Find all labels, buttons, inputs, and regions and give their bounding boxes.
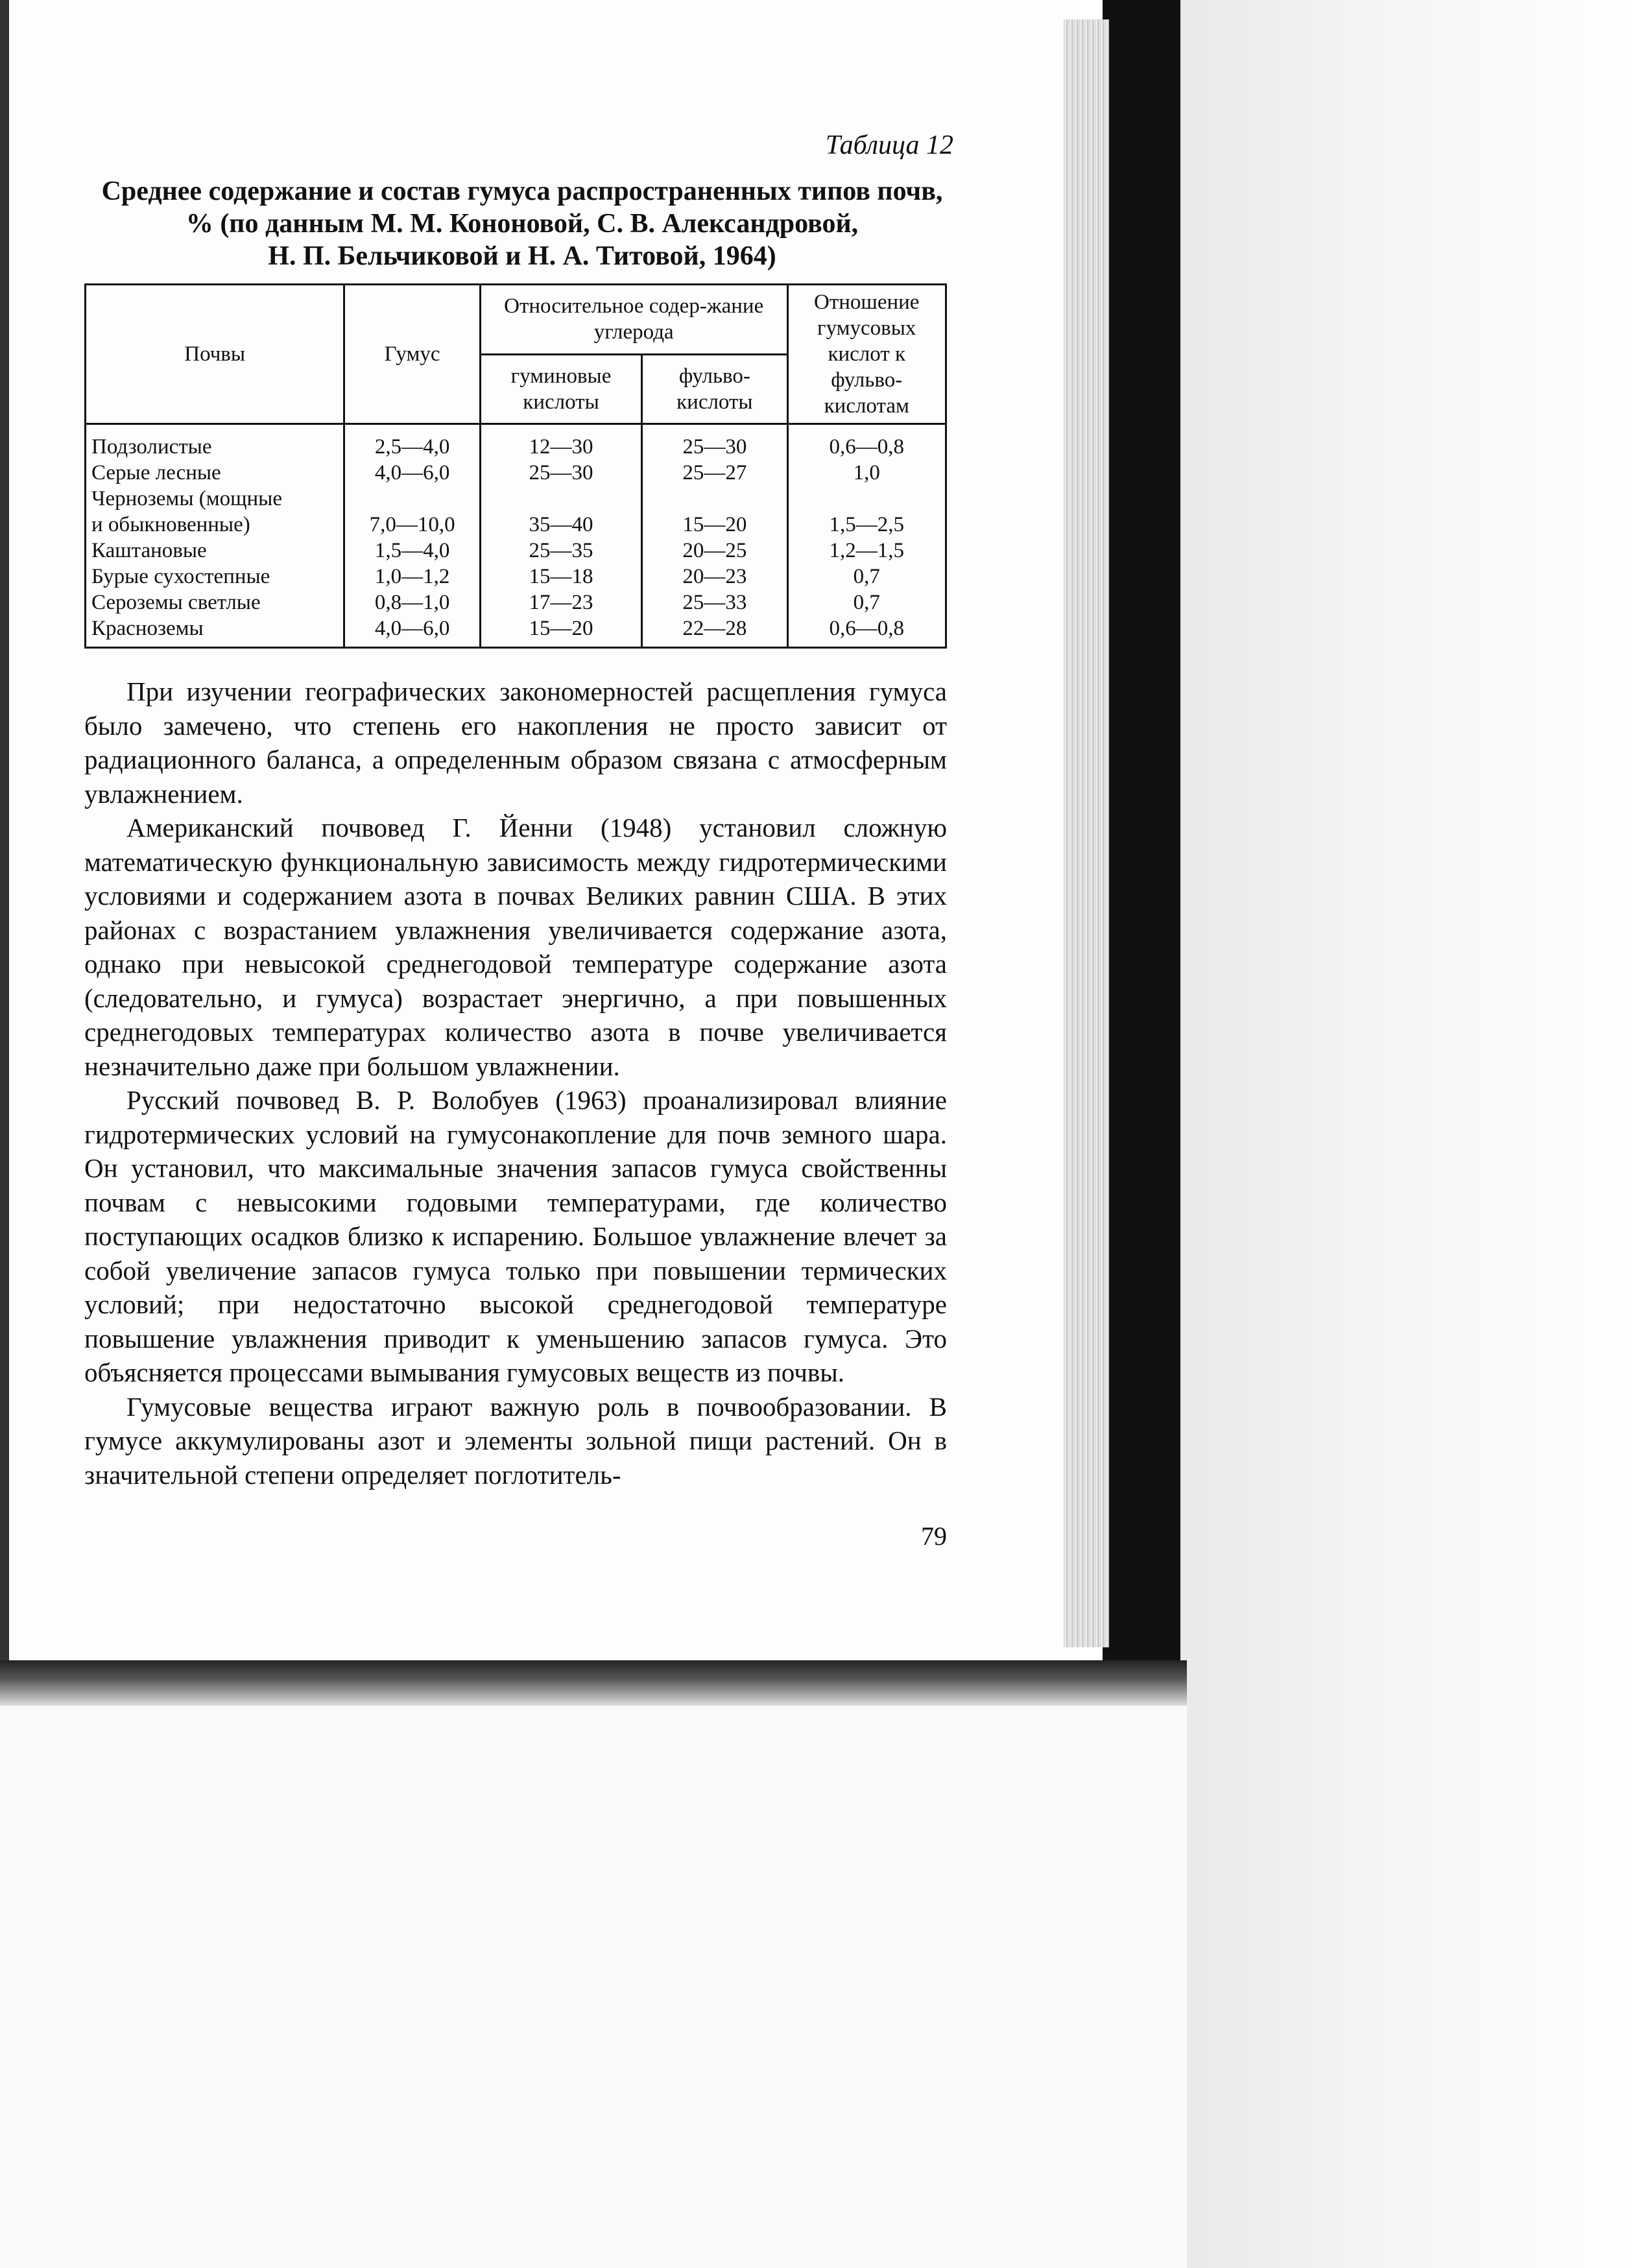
header-soils: Почвы (86, 285, 344, 424)
cell-fulvic: 20—23 (642, 564, 787, 590)
table-row (86, 564, 946, 590)
table-row (86, 424, 946, 460)
cell-humus: 1,5—4,0 (344, 538, 481, 564)
header-ratio: Отношение гумусовых кислот к фульво-кислотам (787, 285, 946, 424)
table-row (86, 538, 946, 564)
cell-humic (480, 486, 641, 512)
cell-soil: Каштановые (86, 538, 344, 564)
humus-table (84, 283, 947, 649)
page-edges (1064, 19, 1109, 1647)
cell-humic: 15—18 (480, 564, 641, 590)
cell-ratio: 0,6—0,8 (787, 424, 946, 460)
cell-humus (344, 486, 481, 512)
table-body (86, 424, 946, 648)
table-title-line: Среднее содержание и состав гумуса распространенных типов почв, (101, 176, 943, 206)
cell-humic: 25—35 (480, 538, 641, 564)
cell-humus: 7,0—10,0 (344, 512, 481, 538)
book-bottom-shadow (0, 1660, 1187, 1706)
book-cover-spine (1103, 0, 1180, 1686)
cell-fulvic: 20—25 (642, 538, 787, 564)
header-humus: Гумус (344, 285, 481, 424)
table-row (86, 615, 946, 648)
page-number: 79 (921, 1522, 947, 1551)
cell-soil: Подзолистые (86, 424, 344, 460)
cell-ratio: 0,6—0,8 (787, 615, 946, 648)
table-row (86, 486, 946, 512)
cell-soil: Сероземы светлые (86, 590, 344, 615)
paragraph: Русский почвовед В. Р. Волобуев (1963) проанализировал влияние гидротермических условий на гумусонакопление для почв земного шара. Он установил, что максимальные значения запасов гумуса свойственны почвам с невысокими годовыми температурами, где количество поступающих осадков близко к испарению. Большое увлажнение влечет за собой увеличение запасов гумуса только при повышении термических условий; при недостаточно высокой среднегодовой температуре повышение увлажнения приводит к уменьшению запасов гумуса. Это объясняется процессами вымывания гумусовых веществ из почвы. (84, 1085, 947, 1387)
cell-soil: и обыкновенные) (86, 512, 344, 538)
cell-humus: 0,8—1,0 (344, 590, 481, 615)
header-humic: гуминовые кислоты (480, 354, 641, 424)
paragraph: Гумусовые вещества играют важную роль в почвообразовании. В гумусе аккумулированы азот и элементы зольной пищи растений. Он в значительной степени определяет поглотитель- (84, 1391, 947, 1490)
body-text (84, 674, 947, 1492)
header-fulvic: фульво-кислоты (642, 354, 787, 424)
cell-fulvic: 22—28 (642, 615, 787, 648)
paragraph: Американский почвовед Г. Йенни (1948) установил сложную математическую функциональную зависимость между гидротермическими условиями и содержанием азота в почвах Великих равнин США. В этих районах с возрастанием увлажнения увеличивается содержание азота, однако при невысокой среднегодовой температуре содержание азота (следовательно, и гумуса) возрастает энергично, а при повышенных среднегодовых температурах количество азота в почве увеличивается незначительно даже при большом увлажнении. (84, 813, 947, 1081)
cell-humus: 2,5—4,0 (344, 424, 481, 460)
cell-soil: Бурые сухостепные (86, 564, 344, 590)
cell-humic: 25—30 (480, 460, 641, 486)
cell-humic: 35—40 (480, 512, 641, 538)
cell-humic: 15—20 (480, 615, 641, 648)
header-relative-carbon: Относительное содер-жание углерода (480, 285, 787, 355)
cell-humus: 4,0—6,0 (344, 615, 481, 648)
table-row (86, 590, 946, 615)
cell-ratio (787, 486, 946, 512)
scan-left-edge (0, 0, 9, 1667)
cell-ratio: 1,0 (787, 460, 946, 486)
cell-fulvic (642, 486, 787, 512)
cell-ratio: 1,5—2,5 (787, 512, 946, 538)
cell-ratio: 0,7 (787, 564, 946, 590)
cell-humic: 17—23 (480, 590, 641, 615)
cell-soil: Красноземы (86, 615, 344, 648)
paragraph: При изучении географических закономерностей расщепления гумуса было замечено, что степень его накопления не просто зависит от радиационного баланса, а определенным образом связана с атмосферным увлажнением. (84, 676, 947, 809)
cell-fulvic: 25—33 (642, 590, 787, 615)
cell-fulvic: 15—20 (642, 512, 787, 538)
cell-soil: Черноземы (мощные (86, 486, 344, 512)
table-row (86, 460, 946, 486)
cell-humus: 4,0—6,0 (344, 460, 481, 486)
table-title-line: Н. П. Бельчиковой и Н. А. Титовой, 1964) (268, 241, 776, 271)
cell-fulvic: 25—27 (642, 460, 787, 486)
cell-fulvic: 25—30 (642, 424, 787, 460)
table-title-line: % (по данным М. М. Кононовой, С. В. Александровой, (185, 209, 859, 239)
cell-ratio: 1,2—1,5 (787, 538, 946, 564)
cell-humus: 1,0—1,2 (344, 564, 481, 590)
cell-humic: 12—30 (480, 424, 641, 460)
cell-ratio: 0,7 (787, 590, 946, 615)
scan-background (1180, 0, 1637, 2268)
cell-soil: Серые лесные (86, 460, 344, 486)
table-row (86, 512, 946, 538)
table-label: Таблица 12 (825, 130, 953, 160)
table-title (78, 175, 966, 272)
scan-surface (0, 1706, 1187, 2268)
